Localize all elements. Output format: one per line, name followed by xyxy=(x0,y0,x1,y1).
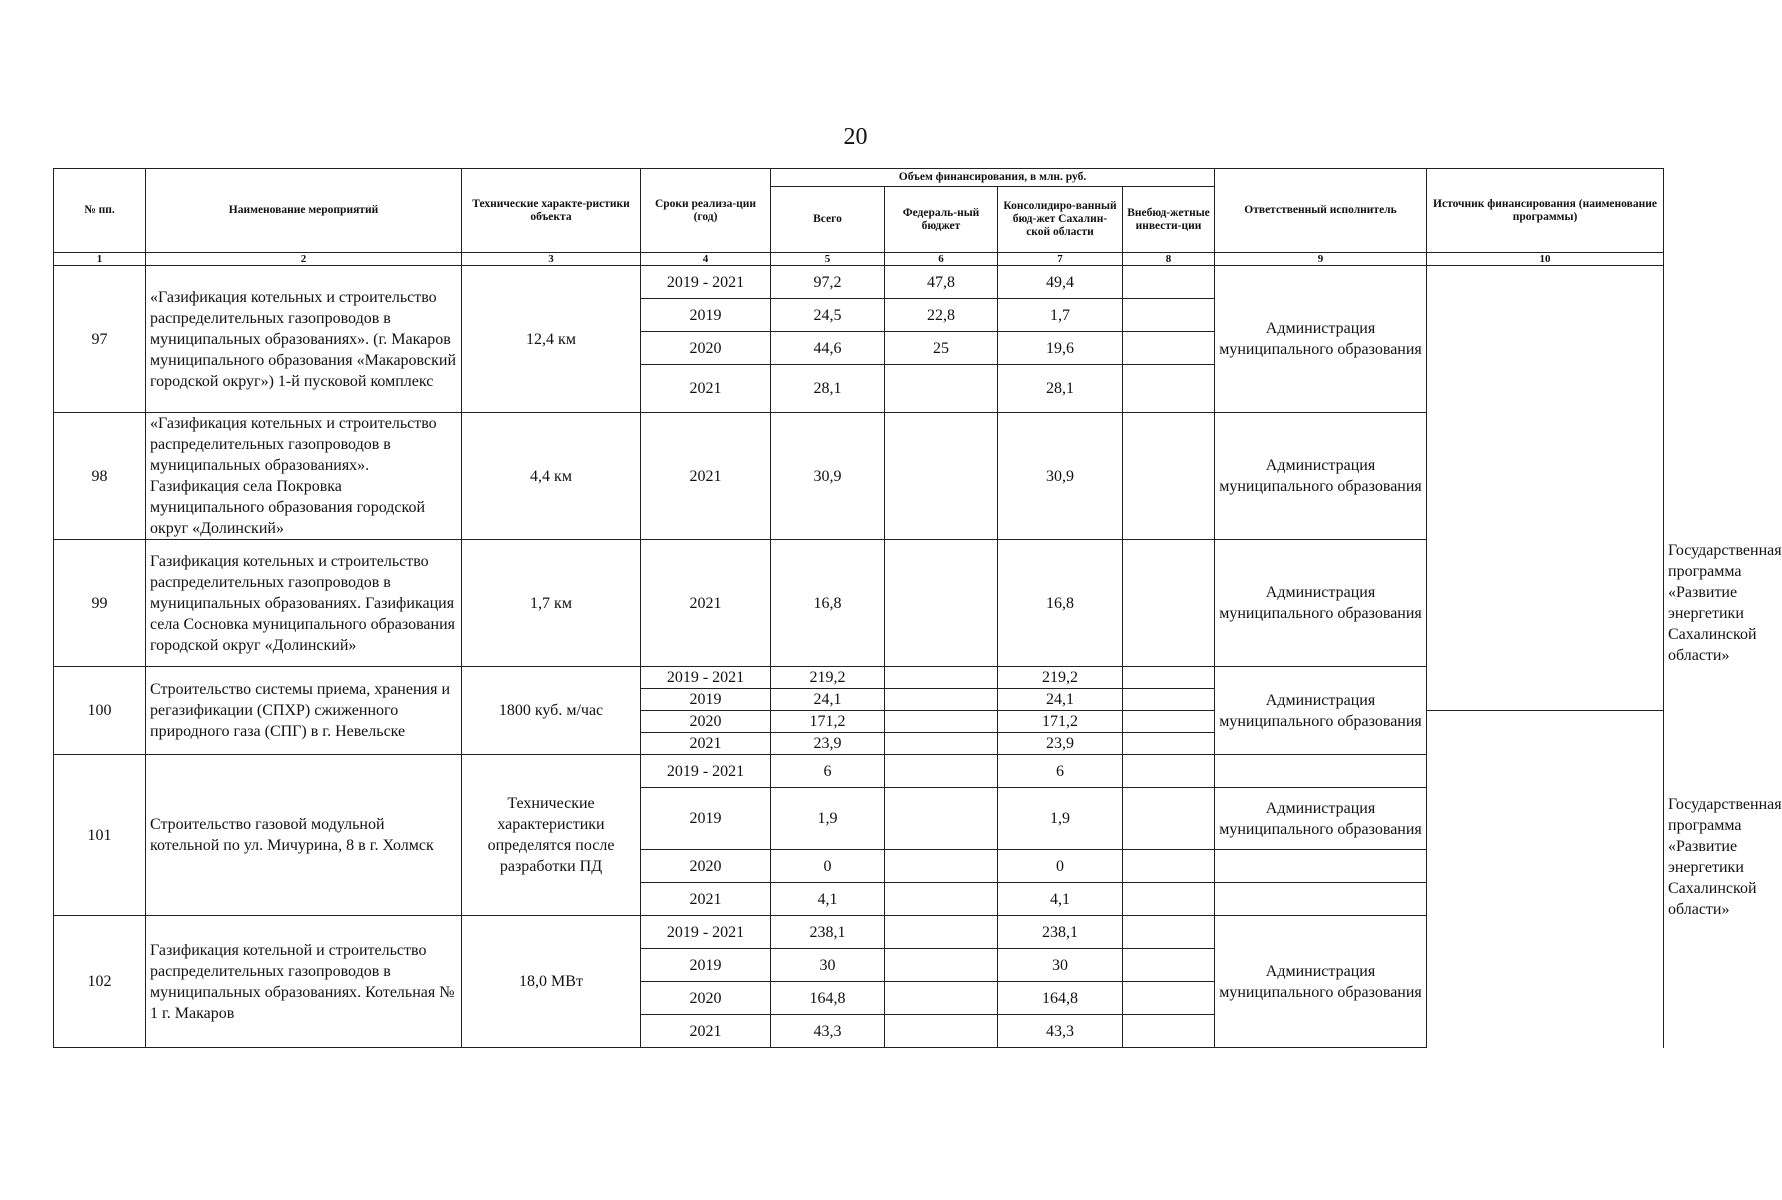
row-consolidated: 4,1 xyxy=(998,883,1123,916)
table-row xyxy=(54,916,1664,949)
header-source: Источник финансирования (наименование программы) xyxy=(1427,169,1664,253)
column-number: 2 xyxy=(146,253,462,266)
row-executor: Администрация муниципального образования xyxy=(1215,540,1427,667)
row-federal xyxy=(885,689,998,711)
row-federal: 25 xyxy=(885,332,998,365)
row-federal xyxy=(885,916,998,949)
row-total: 0 xyxy=(771,850,885,883)
row-extrabudget xyxy=(1123,689,1215,711)
row-federal xyxy=(885,883,998,916)
header-tech: Технические характе-ристики объекта xyxy=(462,169,641,253)
row-extrabudget xyxy=(1123,949,1215,982)
row-executor: Администрация муниципального образования xyxy=(1215,413,1427,540)
table-row xyxy=(54,413,1664,540)
row-year: 2020 xyxy=(641,711,771,733)
row-extrabudget xyxy=(1123,883,1215,916)
row-federal xyxy=(885,540,998,667)
row-total: 44,6 xyxy=(771,332,885,365)
row-extrabudget xyxy=(1123,299,1215,332)
row-consolidated: 219,2 xyxy=(998,667,1123,689)
row-executor-empty xyxy=(1215,755,1427,788)
row-consolidated: 6 xyxy=(998,755,1123,788)
table-row: 100 Строительство системы приема, хранения и регазификации (СПХР) сжиженного природного газа (СПГ) в г. Невельске 1800 куб. м/час 2019 - 2021 219,2 219,2 Администрация муниципального образования Государственная программа «Развитие энергетики Сахалинской области» xyxy=(54,667,1664,689)
row-number: 99 xyxy=(54,540,146,667)
row-executor: Администрация муниципального образования xyxy=(1215,266,1427,413)
row-consolidated: 0 xyxy=(998,850,1123,883)
header-consolidated: Консолидиро-ванный бюд-жет Сахалин-ской области xyxy=(998,187,1123,253)
row-federal xyxy=(885,413,998,540)
row-extrabudget xyxy=(1123,733,1215,755)
row-total: 30,9 xyxy=(771,413,885,540)
header-name: Наименование мероприятий xyxy=(146,169,462,253)
row-extrabudget xyxy=(1123,266,1215,299)
row-total: 24,5 xyxy=(771,299,885,332)
row-federal xyxy=(885,982,998,1015)
row-year: 2021 xyxy=(641,365,771,413)
row-extrabudget xyxy=(1123,788,1215,850)
row-tech: 1,7 км xyxy=(462,540,641,667)
row-consolidated: 30,9 xyxy=(998,413,1123,540)
row-tech: 12,4 км xyxy=(462,266,641,413)
row-year: 2019 - 2021 xyxy=(641,755,771,788)
page-number: 20 xyxy=(843,124,868,150)
row-consolidated: 16,8 xyxy=(998,540,1123,667)
row-year: 2019 xyxy=(641,788,771,850)
row-number: 100 xyxy=(54,667,146,755)
row-consolidated: 171,2 xyxy=(998,711,1123,733)
row-federal xyxy=(885,949,998,982)
row-year: 2019 - 2021 xyxy=(641,667,771,689)
row-consolidated: 238,1 xyxy=(998,916,1123,949)
table-row: 99 Газификация котельных и строительство распределительных газопроводов в муниципальных образованиях. Газификация села Сосновка муниципального образования городской округ «Долинский» 1,7 км 2021 16,8 16,8 Администрация муниципального образования Государственная программа «Развитие энергетики Сахалинской области» xyxy=(54,540,1664,667)
row-total: 24,1 xyxy=(771,689,885,711)
row-tech: 1800 куб. м/час xyxy=(462,667,641,755)
row-year: 2019 - 2021 xyxy=(641,916,771,949)
row-consolidated: 23,9 xyxy=(998,733,1123,755)
row-executor: Администрация муниципального образования xyxy=(1215,788,1427,850)
row-federal xyxy=(885,788,998,850)
row-year: 2019 - 2021 xyxy=(641,266,771,299)
row-year: 2020 xyxy=(641,850,771,883)
column-number: 6 xyxy=(885,253,998,266)
row-year: 2020 xyxy=(641,982,771,1015)
row-consolidated: 24,1 xyxy=(998,689,1123,711)
row-consolidated: 28,1 xyxy=(998,365,1123,413)
column-numbers-row xyxy=(54,253,1664,266)
row-year: 2021 xyxy=(641,540,771,667)
row-total: 164,8 xyxy=(771,982,885,1015)
row-consolidated: 19,6 xyxy=(998,332,1123,365)
funding-table xyxy=(53,168,1782,1048)
row-federal xyxy=(885,711,998,733)
row-total: 4,1 xyxy=(771,883,885,916)
header-terms: Сроки реализа-ции (год) xyxy=(641,169,771,253)
header-federal: Федераль-ный бюджет xyxy=(885,187,998,253)
row-extrabudget xyxy=(1123,413,1215,540)
row-consolidated: 43,3 xyxy=(998,1015,1123,1048)
column-number: 10 xyxy=(1427,253,1664,266)
row-total: 1,9 xyxy=(771,788,885,850)
column-number: 8 xyxy=(1123,253,1215,266)
row-year: 2021 xyxy=(641,733,771,755)
row-number: 98 xyxy=(54,413,146,540)
row-total: 23,9 xyxy=(771,733,885,755)
row-tech: Технические характеристики определятся после разработки ПД xyxy=(462,755,641,916)
row-number: 102 xyxy=(54,916,146,1048)
row-name: «Газификация котельных и строительство распределительных газопроводов в муниципальных образованиях». Газификация села Покровка муниципального образования городской округ «Долинский» xyxy=(146,413,462,540)
row-federal: 22,8 xyxy=(885,299,998,332)
row-year: 2021 xyxy=(641,883,771,916)
row-extrabudget xyxy=(1123,982,1215,1015)
table-row xyxy=(54,755,1664,788)
column-number: 4 xyxy=(641,253,771,266)
row-name: Газификация котельной и строительство распределительных газопроводов в муниципальных образованиях. Котельная № 1 г. Макаров xyxy=(146,916,462,1048)
row-name: «Газификация котельных и строительство распределительных газопроводов в муниципальных образованиях». (г. Макаров муниципального образования «Макаровский городской округ») 1-й пусковой комплекс xyxy=(146,266,462,413)
row-consolidated: 49,4 xyxy=(998,266,1123,299)
row-total: 238,1 xyxy=(771,916,885,949)
column-number: 7 xyxy=(998,253,1123,266)
row-total: 30 xyxy=(771,949,885,982)
column-number: 5 xyxy=(771,253,885,266)
row-federal xyxy=(885,365,998,413)
row-name: Строительство газовой модульной котельной по ул. Мичурина, 8 в г. Холмск xyxy=(146,755,462,916)
header-num: № пп. xyxy=(54,169,146,253)
row-year: 2019 xyxy=(641,299,771,332)
row-executor: Администрация муниципального образования xyxy=(1215,667,1427,755)
row-year: 2021 xyxy=(641,1015,771,1048)
row-federal xyxy=(885,850,998,883)
row-name: Газификация котельных и строительство распределительных газопроводов в муниципальных образованиях. Газификация села Сосновка муниципального образования городской округ «Долинский» xyxy=(146,540,462,667)
row-federal xyxy=(885,1015,998,1048)
row-executor: Администрация муниципального образования xyxy=(1215,916,1427,1048)
row-total: 97,2 xyxy=(771,266,885,299)
header-extrabudget: Внебюд-жетные инвести-ции xyxy=(1123,187,1215,253)
row-federal: 47,8 xyxy=(885,266,998,299)
row-total: 28,1 xyxy=(771,365,885,413)
row-extrabudget xyxy=(1123,540,1215,667)
row-federal xyxy=(885,755,998,788)
row-executor-empty xyxy=(1215,883,1427,916)
row-year: 2019 xyxy=(641,949,771,982)
row-total: 6 xyxy=(771,755,885,788)
row-total: 43,3 xyxy=(771,1015,885,1048)
header-total: Всего xyxy=(771,187,885,253)
row-tech: 4,4 км xyxy=(462,413,641,540)
row-total: 171,2 xyxy=(771,711,885,733)
row-total: 16,8 xyxy=(771,540,885,667)
row-extrabudget xyxy=(1123,850,1215,883)
row-consolidated: 164,8 xyxy=(998,982,1123,1015)
row-consolidated: 1,7 xyxy=(998,299,1123,332)
column-number: 3 xyxy=(462,253,641,266)
row-consolidated: 30 xyxy=(998,949,1123,982)
row-name: Строительство системы приема, хранения и регазификации (СПХР) сжиженного природного газа (СПГ) в г. Невельске xyxy=(146,667,462,755)
row-extrabudget xyxy=(1123,711,1215,733)
header-funding-group: Объем финансирования, в млн. руб. xyxy=(771,169,1215,187)
table-row xyxy=(54,266,1664,299)
row-extrabudget xyxy=(1123,916,1215,949)
row-federal xyxy=(885,667,998,689)
row-year: 2020 xyxy=(641,332,771,365)
row-total: 219,2 xyxy=(771,667,885,689)
row-executor-empty xyxy=(1215,850,1427,883)
row-number: 97 xyxy=(54,266,146,413)
row-federal xyxy=(885,733,998,755)
row-consolidated: 1,9 xyxy=(998,788,1123,850)
row-source-empty xyxy=(1427,266,1664,711)
row-extrabudget xyxy=(1123,755,1215,788)
column-number: 1 xyxy=(54,253,146,266)
row-extrabudget xyxy=(1123,332,1215,365)
row-year: 2019 xyxy=(641,689,771,711)
row-number: 101 xyxy=(54,755,146,916)
row-extrabudget xyxy=(1123,1015,1215,1048)
column-number: 9 xyxy=(1215,253,1427,266)
row-extrabudget xyxy=(1123,667,1215,689)
row-tech: 18,0 МВт xyxy=(462,916,641,1048)
row-extrabudget xyxy=(1123,365,1215,413)
header-executor: Ответственный исполнитель xyxy=(1215,169,1427,253)
row-year: 2021 xyxy=(641,413,771,540)
